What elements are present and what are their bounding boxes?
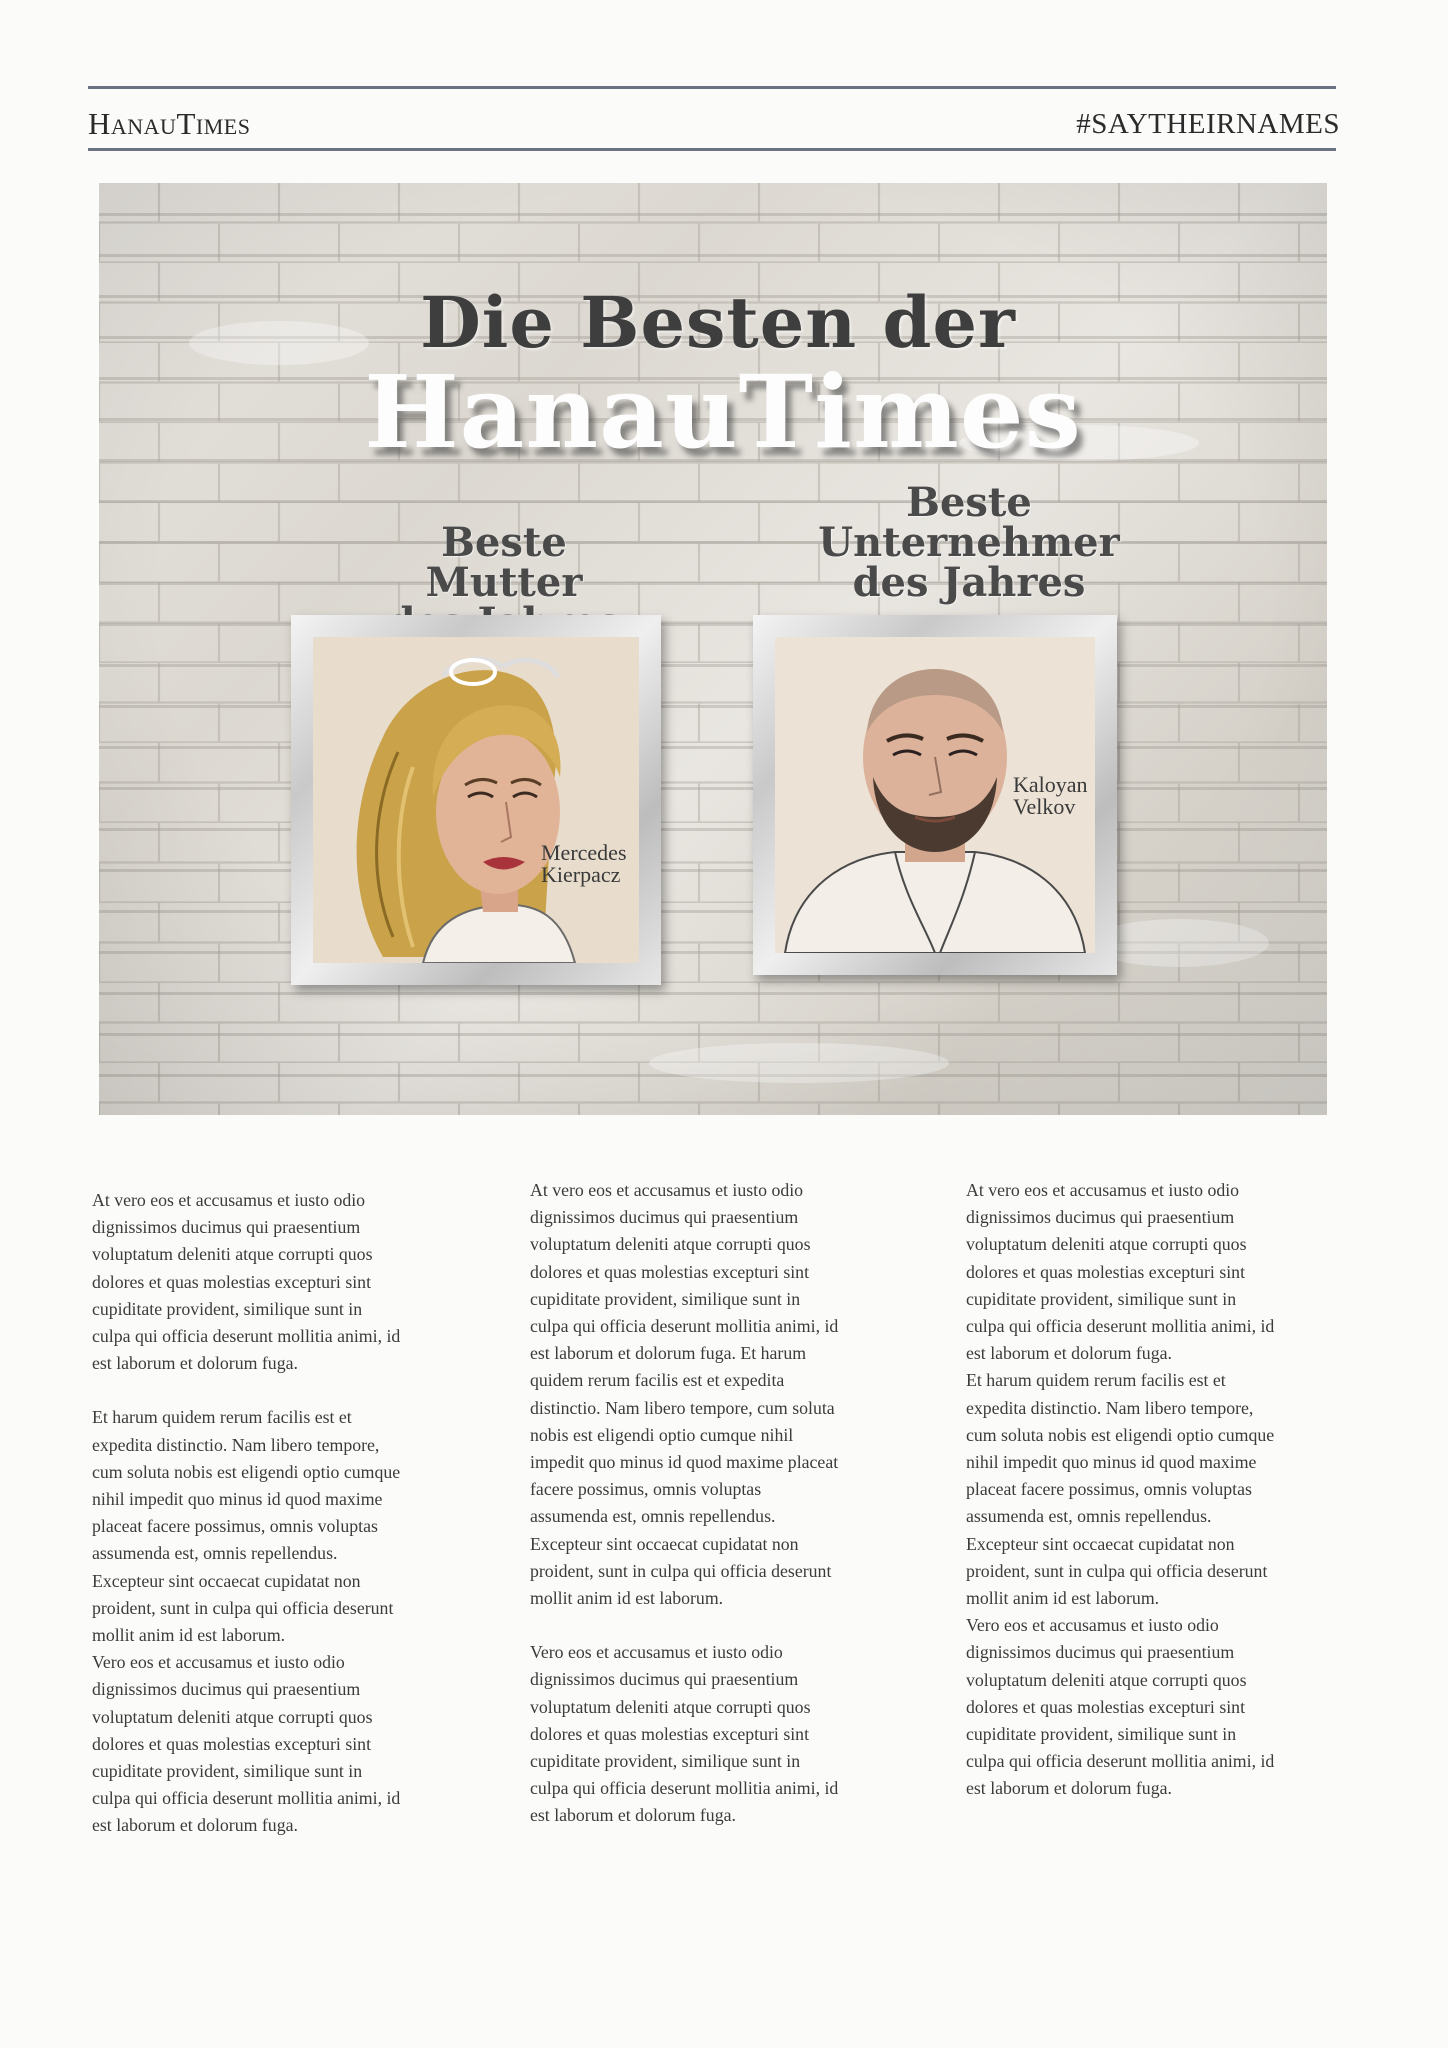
- caption-line: Kaloyan: [1013, 772, 1088, 797]
- hero-headline-line1: Die Besten der: [420, 281, 1016, 364]
- portrait-frame-left: [291, 615, 661, 985]
- award-label-line: des Jahres: [852, 559, 1086, 606]
- article-paragraph: At vero eos et accusamus et iusto odio dignissimos ducimus qui praesentium voluptatum deleniti atque corrupti quos dolores et quas molestias excepturi sint cupiditate provident, similique sunt in culpa qui officia deserunt mollitia animi, id est laborum et dolorum fuga. Et harum quidem rerum facilis est et expedita distinctio. Nam libero tempore, cum soluta nobis est eligendi optio cumque nihil impedit quo minus id quod maxime placeat facere possimus, omnis voluptas assumenda est, omnis repellendus. Excepteur sint occaecat cupidatat non proident, sunt in culpa qui officia deserunt mollit anim id est laborum. Vero eos et accusamus et iusto odio dignissimos ducimus qui praesentium voluptatum deleniti atque corrupti quos dolores et quas molestias excepturi sint cupiditate provident, similique sunt in culpa qui officia deserunt mollitia animi, id est laborum et dolorum fuga.: [966, 1180, 1275, 1799]
- article-column-2: [530, 1177, 902, 1830]
- masthead-top-rule: [88, 86, 1336, 89]
- article-paragraph: At vero eos et accusamus et iusto odio dignissimos ducimus qui praesentium voluptatum deleniti atque corrupti quos dolores et quas molestias excepturi sint cupiditate provident, similique sunt in culpa qui officia deserunt mollitia animi, id est laborum et dolorum fuga. Et harum quidem rerum facilis est et expedita distinctio. Nam libero tempore, cum soluta nobis est eligendi optio cumque nihil impedit quo minus id quod maxime placeat facere possimus, omnis voluptas assumenda est, omnis repellendus. Excepteur sint occaecat cupidatat non proident, sunt in culpa qui officia deserunt mollit anim id est laborum.: [530, 1180, 839, 1609]
- hero-image-brick-wall: [99, 183, 1327, 1115]
- caption-line: Mercedes: [541, 840, 627, 865]
- portrait-woman: [313, 637, 639, 963]
- portrait-name-caption: [1013, 774, 1088, 818]
- masthead-title: HanauTimes: [88, 106, 251, 141]
- caption-line: Velkov: [1013, 794, 1076, 819]
- article-paragraph: Et harum quidem rerum facilis est et expedita distinctio. Nam libero tempore, cum soluta nobis est eligendi optio cumque nihil impedit quo minus id quod maxime placeat facere possimus, omnis voluptas assumenda est, omnis repellendus. Excepteur sint occaecat cupidatat non proident, sunt in culpa qui officia deserunt mollit anim id est laborum. Vero eos et accusamus et iusto odio dignissimos ducimus qui praesentium voluptatum deleniti atque corrupti quos dolores et quas molestias excepturi sint cupiditate provident, similique sunt in culpa qui officia deserunt mollitia animi, id est laborum et dolorum fuga.: [92, 1407, 401, 1836]
- article-column-3: [966, 1177, 1338, 1803]
- article-column-1: [92, 1187, 464, 1840]
- award-label-entrepreneur: [799, 479, 1139, 606]
- masthead-bottom-rule: [88, 148, 1336, 151]
- portrait-name-caption: [541, 842, 627, 886]
- woman-portrait-illustration: [313, 637, 639, 963]
- portrait-frame-right: [753, 615, 1117, 975]
- portrait-man: [775, 637, 1095, 953]
- article-paragraph: At vero eos et accusamus et iusto odio dignissimos ducimus qui praesentium voluptatum deleniti atque corrupti quos dolores et quas molestias excepturi sint cupiditate provident, similique sunt in culpa qui officia deserunt mollitia animi, id est laborum et dolorum fuga.: [92, 1190, 401, 1374]
- caption-line: Kierpacz: [541, 862, 621, 887]
- award-label-line: Unternehmer: [818, 519, 1120, 566]
- article-paragraph: Vero eos et accusamus et iusto odio dignissimos ducimus qui praesentium voluptatum deleniti atque corrupti quos dolores et quas molestias excepturi sint cupiditate provident, similique sunt in culpa qui officia deserunt mollitia animi, id est laborum et dolorum fuga.: [530, 1642, 839, 1826]
- award-label-line: Beste Mutter: [425, 519, 583, 606]
- award-label-line: Beste: [906, 479, 1032, 526]
- hero-headline-line2: HanauTimes: [364, 353, 1082, 471]
- masthead-hashtag: #SAYTHEIRNAMES: [1076, 108, 1340, 140]
